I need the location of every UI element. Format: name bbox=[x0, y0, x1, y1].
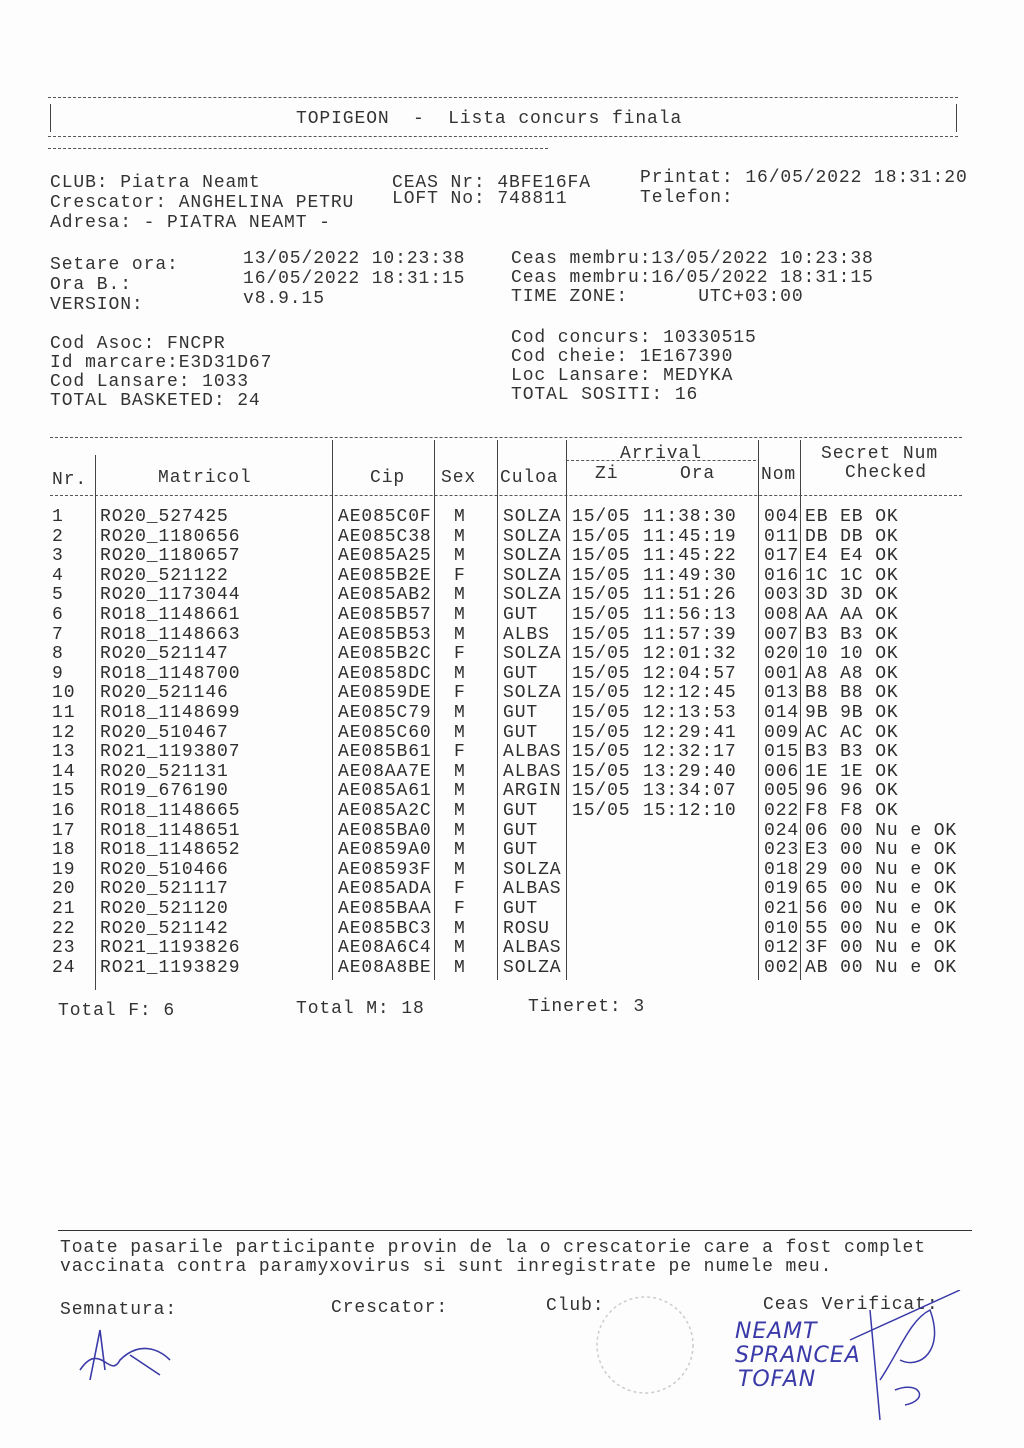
cell-zi: 15/05 bbox=[572, 703, 631, 723]
cell-nom: 005 bbox=[764, 781, 800, 802]
adresa: Adresa: - PIATRA NEAMT - bbox=[50, 213, 331, 233]
cell-culoa: GUT bbox=[503, 801, 539, 821]
cell-nom: 018 bbox=[764, 859, 800, 880]
cell-nr: 5 bbox=[52, 585, 64, 606]
cell-nr: 8 bbox=[52, 644, 64, 665]
cell-secret: AB 00 Nu e OK bbox=[805, 957, 958, 978]
cell-nom: 009 bbox=[764, 722, 800, 743]
cell-sex: F bbox=[454, 879, 466, 900]
cell-secret: A8 A8 OK bbox=[805, 663, 899, 684]
cell-secret: 10 10 OK bbox=[805, 644, 899, 665]
statement-line-1: Toate pasarile participante provin de la o crescatorie care a fost complet bbox=[60, 1238, 926, 1258]
cell-sex: M bbox=[454, 859, 466, 880]
club-label: Club: bbox=[546, 1296, 605, 1316]
document-title: TOPIGEON - Lista concurs finala bbox=[296, 109, 683, 129]
cell-nom: 015 bbox=[764, 742, 800, 763]
handwritten-names: NEAMT SPRANCEA TOFAN bbox=[735, 1319, 861, 1392]
cell-zi: 15/05 bbox=[572, 644, 631, 665]
cell-nr: 7 bbox=[52, 624, 64, 645]
cell-nom: 024 bbox=[764, 820, 800, 841]
cell-sex: M bbox=[454, 761, 466, 782]
cell-secret: F8 F8 OK bbox=[805, 801, 899, 821]
cell-matricol: RO21_1193829 bbox=[100, 957, 241, 978]
cell-nom: 022 bbox=[764, 801, 800, 821]
column-divider bbox=[758, 440, 759, 980]
setare-label: Setare ora: bbox=[50, 255, 179, 275]
cell-cip: AE08A6C4 bbox=[338, 938, 432, 959]
cell-cip: AE085A2C bbox=[338, 801, 432, 821]
cell-cip: AE08593F bbox=[338, 859, 432, 880]
cell-zi: 15/05 bbox=[572, 722, 631, 743]
cell-zi: 15/05 bbox=[572, 585, 631, 606]
header-top-border bbox=[48, 97, 958, 98]
cell-sex: F bbox=[454, 565, 466, 586]
cell-nom: 010 bbox=[764, 918, 800, 939]
cell-culoa: SOLZA bbox=[503, 585, 562, 606]
column-divider bbox=[434, 440, 435, 980]
cell-matricol: RO21_1193826 bbox=[100, 938, 241, 959]
cell-cip: AE085C38 bbox=[338, 526, 432, 547]
header-nom: Nom bbox=[761, 465, 797, 485]
cell-sex: M bbox=[454, 957, 466, 978]
cell-sex: F bbox=[454, 899, 466, 919]
cell-sex: F bbox=[454, 683, 466, 704]
cell-nr: 12 bbox=[52, 722, 76, 743]
semnatura-label: Semnatura: bbox=[60, 1300, 178, 1320]
column-divider bbox=[566, 440, 567, 980]
cell-nr: 3 bbox=[52, 546, 64, 567]
cod-concurs: Cod concurs: 10330515 bbox=[511, 328, 757, 348]
cell-culoa: GUT bbox=[503, 703, 539, 723]
loc-lansare: Loc Lansare: MEDYKA bbox=[511, 366, 734, 386]
cell-sex: M bbox=[454, 801, 466, 821]
time-zone: TIME ZONE: UTC+03:00 bbox=[511, 287, 804, 307]
cell-zi: 15/05 bbox=[572, 605, 631, 625]
cell-zi: 15/05 bbox=[572, 546, 631, 567]
cell-culoa: ROSU bbox=[503, 918, 550, 939]
cell-secret: 29 00 Nu e OK bbox=[805, 859, 958, 880]
cell-secret: AA AA OK bbox=[805, 605, 899, 625]
cell-ora: 11:45:22 bbox=[643, 546, 737, 567]
cell-nom: 004 bbox=[764, 507, 800, 527]
cell-matricol: RO20_521131 bbox=[100, 761, 229, 782]
cell-ora: 12:29:41 bbox=[643, 722, 737, 743]
cell-zi: 15/05 bbox=[572, 801, 631, 821]
cell-ora: 12:12:45 bbox=[643, 683, 737, 704]
cell-zi: 15/05 bbox=[572, 781, 631, 802]
cell-matricol: RO20_521146 bbox=[100, 683, 229, 704]
cell-nom: 003 bbox=[764, 585, 800, 606]
cell-secret: 56 00 Nu e OK bbox=[805, 899, 958, 919]
cell-nom: 012 bbox=[764, 938, 800, 959]
cell-secret: 1E 1E OK bbox=[805, 761, 899, 782]
crescator: Crescator: ANGHELINA PETRU bbox=[50, 193, 355, 213]
cell-ora: 12:01:32 bbox=[643, 644, 737, 665]
cell-nr: 2 bbox=[52, 526, 64, 547]
cell-matricol: RO18_1148661 bbox=[100, 605, 241, 625]
cell-cip: AE085B61 bbox=[338, 742, 432, 763]
cell-nr: 20 bbox=[52, 879, 76, 900]
cell-nr: 14 bbox=[52, 761, 76, 782]
cell-ora: 11:56:13 bbox=[643, 605, 737, 625]
cell-sex: M bbox=[454, 624, 466, 645]
cell-culoa: ALBAS bbox=[503, 742, 562, 763]
cell-ora: 12:04:57 bbox=[643, 663, 737, 684]
cell-secret: AC AC OK bbox=[805, 722, 899, 743]
ora-b-value: 16/05/2022 18:31:15 bbox=[243, 269, 466, 289]
cell-culoa: ALBAS bbox=[503, 761, 562, 782]
cell-nr: 4 bbox=[52, 565, 64, 586]
total-m: Total M: 18 bbox=[296, 999, 425, 1019]
cell-nom: 019 bbox=[764, 879, 800, 900]
cell-culoa: ARGIN bbox=[503, 781, 562, 802]
cell-secret: 3F 00 Nu e OK bbox=[805, 938, 958, 959]
cell-cip: AE085BA0 bbox=[338, 820, 432, 841]
cod-cheie: Cod cheie: 1E167390 bbox=[511, 347, 734, 367]
cell-ora: 12:13:53 bbox=[643, 703, 737, 723]
cell-secret: 96 96 OK bbox=[805, 781, 899, 802]
cell-ora: 11:49:30 bbox=[643, 565, 737, 586]
cell-matricol: RO18_1148699 bbox=[100, 703, 241, 723]
cell-nom: 016 bbox=[764, 565, 800, 586]
cell-zi: 15/05 bbox=[572, 565, 631, 586]
cell-sex: M bbox=[454, 938, 466, 959]
ceas-membru-1: Ceas membru:13/05/2022 10:23:38 bbox=[511, 249, 874, 269]
cell-secret: E3 00 Nu e OK bbox=[805, 840, 958, 861]
cell-matricol: RO20_510466 bbox=[100, 859, 229, 880]
cell-nr: 17 bbox=[52, 820, 76, 841]
header-left-border bbox=[50, 104, 51, 132]
cell-ora: 11:45:19 bbox=[643, 526, 737, 547]
cell-cip: AE08A8BE bbox=[338, 957, 432, 978]
cell-cip: AE085C0F bbox=[338, 507, 432, 527]
cell-nom: 011 bbox=[764, 526, 800, 547]
column-divider bbox=[95, 455, 96, 990]
header-matricol: Matricol bbox=[158, 468, 252, 488]
cell-ora: 13:34:07 bbox=[643, 781, 737, 802]
cell-cip: AE085B57 bbox=[338, 605, 432, 625]
cell-sex: M bbox=[454, 546, 466, 567]
cell-matricol: RO18_1148651 bbox=[100, 820, 241, 841]
cell-culoa: ALBS bbox=[503, 624, 550, 645]
cell-culoa: SOLZA bbox=[503, 859, 562, 880]
cell-secret: B3 B3 OK bbox=[805, 624, 899, 645]
cell-culoa: GUT bbox=[503, 722, 539, 743]
printat: Printat: 16/05/2022 18:31:20 bbox=[640, 168, 968, 188]
header-zi: Zi bbox=[595, 464, 619, 484]
cell-nr: 15 bbox=[52, 781, 76, 802]
cell-cip: AE085A61 bbox=[338, 781, 432, 802]
cell-cip: AE085C60 bbox=[338, 722, 432, 743]
cell-secret: 1C 1C OK bbox=[805, 565, 899, 586]
column-divider bbox=[497, 440, 498, 980]
cell-matricol: RO20_527425 bbox=[100, 507, 229, 527]
header-sex: Sex bbox=[441, 468, 477, 488]
cell-culoa: SOLZA bbox=[503, 644, 562, 665]
cell-secret: 06 00 Nu e OK bbox=[805, 820, 958, 841]
cell-ora: 11:57:39 bbox=[643, 624, 737, 645]
cell-nr: 24 bbox=[52, 957, 76, 978]
cell-matricol: RO20_521122 bbox=[100, 565, 229, 586]
total-f: Total F: 6 bbox=[58, 1001, 176, 1021]
cell-culoa: GUT bbox=[503, 663, 539, 684]
cell-culoa: ALBAS bbox=[503, 879, 562, 900]
header-arrival: Arrival bbox=[620, 444, 702, 464]
cell-matricol: RO20_1180656 bbox=[100, 526, 241, 547]
version-label: VERSION: bbox=[50, 295, 144, 315]
cell-nom: 006 bbox=[764, 761, 800, 782]
club: CLUB: Piatra Neamt bbox=[50, 173, 261, 193]
cod-lansare: Cod Lansare: 1033 bbox=[50, 372, 249, 392]
signature-semnatura bbox=[60, 1310, 180, 1390]
column-divider bbox=[800, 440, 801, 980]
cell-ora: 12:32:17 bbox=[643, 742, 737, 763]
cell-nom: 001 bbox=[764, 663, 800, 684]
header-nr: Nr. bbox=[52, 470, 88, 490]
cell-sex: M bbox=[454, 507, 466, 527]
cell-zi: 15/05 bbox=[572, 624, 631, 645]
cell-culoa: SOLZA bbox=[503, 683, 562, 704]
id-marcare: Id marcare:E3D31D67 bbox=[50, 353, 273, 373]
cell-cip: AE0859A0 bbox=[338, 840, 432, 861]
cell-ora: 11:38:30 bbox=[643, 507, 737, 527]
cell-nr: 22 bbox=[52, 918, 76, 939]
header-checked: Checked bbox=[845, 463, 927, 483]
cell-secret: 55 00 Nu e OK bbox=[805, 918, 958, 939]
cell-nr: 1 bbox=[52, 507, 64, 527]
version-value: v8.9.15 bbox=[243, 289, 325, 309]
header-bottom-border-2 bbox=[48, 148, 548, 149]
cell-culoa: ALBAS bbox=[503, 938, 562, 959]
cell-nom: 020 bbox=[764, 644, 800, 665]
cell-sex: F bbox=[454, 644, 466, 665]
total-sositi: TOTAL SOSITI: 16 bbox=[511, 385, 699, 405]
cell-cip: AE085ADA bbox=[338, 879, 432, 900]
cell-nr: 23 bbox=[52, 938, 76, 959]
cell-nr: 9 bbox=[52, 663, 64, 684]
cell-nom: 014 bbox=[764, 703, 800, 723]
signature-ceas-verificat bbox=[730, 1290, 970, 1448]
cell-matricol: RO20_521147 bbox=[100, 644, 229, 665]
cell-culoa: SOLZA bbox=[503, 507, 562, 527]
header-culoa: Culoa bbox=[500, 468, 559, 488]
cell-nr: 16 bbox=[52, 801, 76, 821]
cell-nr: 18 bbox=[52, 840, 76, 861]
header-secret: Secret Num bbox=[821, 444, 939, 464]
cell-secret: E4 E4 OK bbox=[805, 546, 899, 567]
loft-no: LOFT No: 748811 bbox=[392, 189, 568, 209]
cell-nr: 13 bbox=[52, 742, 76, 763]
cell-sex: M bbox=[454, 605, 466, 625]
cell-cip: AE085BAA bbox=[338, 899, 432, 919]
ceas-membru-2: Ceas membru:16/05/2022 18:31:15 bbox=[511, 268, 874, 288]
cell-cip: AE085B2C bbox=[338, 644, 432, 665]
cell-matricol: RO21_1193807 bbox=[100, 742, 241, 763]
table-top-border bbox=[50, 437, 962, 438]
total-basketed: TOTAL BASKETED: 24 bbox=[50, 391, 261, 411]
cell-zi: 15/05 bbox=[572, 663, 631, 684]
header-cip: Cip bbox=[370, 468, 406, 488]
cell-culoa: GUT bbox=[503, 820, 539, 841]
cell-matricol: RO20_510467 bbox=[100, 722, 229, 743]
cell-matricol: RO20_1180657 bbox=[100, 546, 241, 567]
cell-nom: 023 bbox=[764, 840, 800, 861]
club-stamp bbox=[590, 1290, 700, 1400]
cell-secret: B8 B8 OK bbox=[805, 683, 899, 704]
cell-secret: DB DB OK bbox=[805, 526, 899, 547]
cell-culoa: GUT bbox=[503, 605, 539, 625]
cell-sex: M bbox=[454, 918, 466, 939]
cell-culoa: SOLZA bbox=[503, 526, 562, 547]
ora-b-label: Ora B.: bbox=[50, 275, 132, 295]
cell-nom: 021 bbox=[764, 899, 800, 919]
cell-culoa: SOLZA bbox=[503, 565, 562, 586]
cell-nr: 21 bbox=[52, 899, 76, 919]
cell-sex: M bbox=[454, 840, 466, 861]
cell-sex: M bbox=[454, 820, 466, 841]
cell-zi: 15/05 bbox=[572, 683, 631, 704]
cell-matricol: RO20_521120 bbox=[100, 899, 229, 919]
footer-divider bbox=[58, 1230, 972, 1231]
cell-secret: 9B 9B OK bbox=[805, 703, 899, 723]
header-bottom-border bbox=[48, 136, 958, 137]
cell-culoa: GUT bbox=[503, 840, 539, 861]
cell-nom: 013 bbox=[764, 683, 800, 704]
cell-matricol: RO18_1148700 bbox=[100, 663, 241, 684]
cell-cip: AE085B53 bbox=[338, 624, 432, 645]
cod-asoc: Cod Asoc: FNCPR bbox=[50, 334, 226, 354]
cell-ora: 15:12:10 bbox=[643, 801, 737, 821]
cell-sex: M bbox=[454, 781, 466, 802]
cell-secret: 65 00 Nu e OK bbox=[805, 879, 958, 900]
cell-ora: 13:29:40 bbox=[643, 761, 737, 782]
cell-cip: AE0859DE bbox=[338, 683, 432, 704]
cell-culoa: SOLZA bbox=[503, 546, 562, 567]
cell-sex: M bbox=[454, 526, 466, 547]
cell-nr: 10 bbox=[52, 683, 76, 704]
cell-matricol: RO18_1148652 bbox=[100, 840, 241, 861]
cell-cip: AE085A25 bbox=[338, 546, 432, 567]
cell-nr: 6 bbox=[52, 605, 64, 625]
cell-matricol: RO20_1173044 bbox=[100, 585, 241, 606]
ceas-verificat-label: Ceas Verificat: bbox=[763, 1295, 939, 1315]
cell-sex: M bbox=[454, 585, 466, 606]
tineret: Tineret: 3 bbox=[528, 997, 646, 1017]
cell-zi: 15/05 bbox=[572, 742, 631, 763]
cell-nr: 11 bbox=[52, 703, 76, 723]
cell-matricol: RO20_521117 bbox=[100, 879, 229, 900]
cell-matricol: RO18_1148665 bbox=[100, 801, 241, 821]
cell-cip: AE085B2E bbox=[338, 565, 432, 586]
header-ora: Ora bbox=[680, 464, 716, 484]
cell-sex: M bbox=[454, 722, 466, 743]
ceas-nr: CEAS Nr: 4BFE16FA bbox=[392, 173, 591, 193]
setare-value: 13/05/2022 10:23:38 bbox=[243, 249, 466, 269]
cell-sex: M bbox=[454, 663, 466, 684]
cell-secret: EB EB OK bbox=[805, 507, 899, 527]
cell-culoa: SOLZA bbox=[503, 957, 562, 978]
cell-zi: 15/05 bbox=[572, 507, 631, 527]
cell-zi: 15/05 bbox=[572, 761, 631, 782]
cell-nom: 017 bbox=[764, 546, 800, 567]
column-divider bbox=[332, 440, 333, 980]
cell-matricol: RO19_676190 bbox=[100, 781, 229, 802]
statement-line-2: vaccinata contra paramyxovirus si sunt inregistrate pe numele meu. bbox=[60, 1257, 833, 1277]
cell-nom: 008 bbox=[764, 605, 800, 625]
crescator-label: Crescator: bbox=[331, 1298, 449, 1318]
cell-nom: 007 bbox=[764, 624, 800, 645]
cell-secret: B3 B3 OK bbox=[805, 742, 899, 763]
table-header-border bbox=[50, 495, 962, 496]
cell-cip: AE0858DC bbox=[338, 663, 432, 684]
cell-cip: AE085AB2 bbox=[338, 585, 432, 606]
cell-matricol: RO20_521142 bbox=[100, 918, 229, 939]
cell-matricol: RO18_1148663 bbox=[100, 624, 241, 645]
cell-nom: 002 bbox=[764, 957, 800, 978]
cell-ora: 11:51:26 bbox=[643, 585, 737, 606]
cell-nr: 19 bbox=[52, 859, 76, 880]
cell-cip: AE08AA7E bbox=[338, 761, 432, 782]
cell-sex: F bbox=[454, 742, 466, 763]
cell-cip: AE085BC3 bbox=[338, 918, 432, 939]
cell-sex: M bbox=[454, 703, 466, 723]
cell-culoa: GUT bbox=[503, 899, 539, 919]
cell-cip: AE085C79 bbox=[338, 703, 432, 723]
telefon: Telefon: bbox=[640, 188, 734, 208]
cell-secret: 3D 3D OK bbox=[805, 585, 899, 606]
header-right-border bbox=[956, 104, 957, 132]
cell-zi: 15/05 bbox=[572, 526, 631, 547]
